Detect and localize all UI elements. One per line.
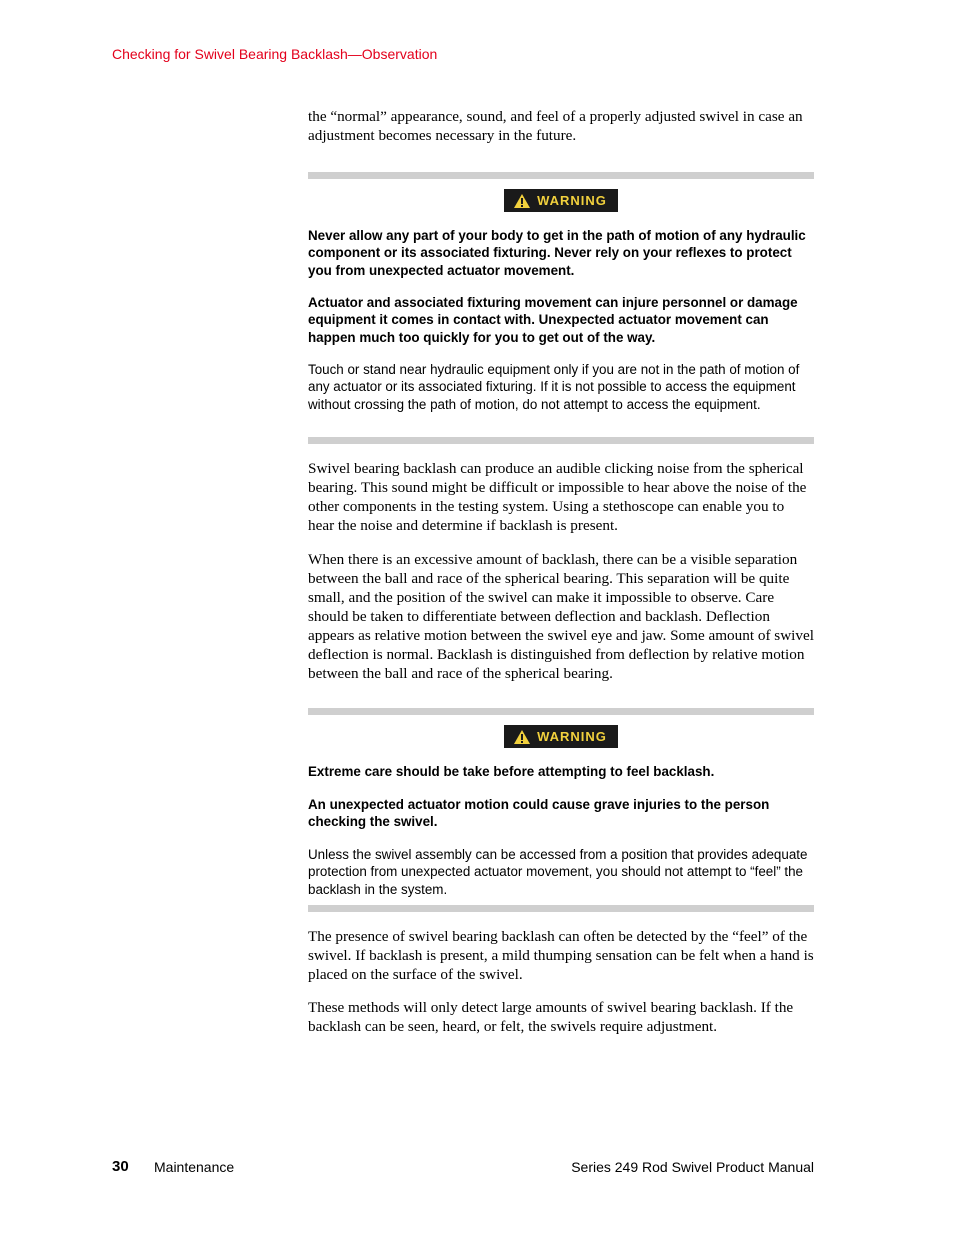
warning-label: WARNING xyxy=(537,729,607,744)
warning-text-bold: Never allow any part of your body to get in the path of motion of any hydraulic component or its associated fixturing. Never rely on your reflexes to protect you from unexpected actuator movement. xyxy=(308,228,806,278)
warning-text-bold: Actuator and associated fixturing movement can injure personnel or damage equipment it comes in contact with. Unexpected actuator movement can happen much too quickly for you to get out of the way. xyxy=(308,295,798,345)
warning-bottom-rule xyxy=(308,437,814,444)
warning-text: Touch or stand near hydraulic equipment only if you are not in the path of motion of any actuator or its associated fixturing. If it is not possible to access the equipment without crossing the path of motion, do not attempt to access the equipment. xyxy=(308,362,800,412)
warning-text-bold: An unexpected actuator motion could cause grave injuries to the person checking the swivel. xyxy=(308,797,770,830)
warning-badge-wrap xyxy=(308,189,814,212)
body-paragraph: The presence of swivel bearing backlash can often be detected by the “feel” of the swivel. If backlash is present, a mild thumping sensation can be felt when a hand is placed on the surface of the swivel. xyxy=(308,928,814,983)
intro-paragraph: the “normal” appearance, sound, and feel of a properly adjusted swivel in case an adjustment becomes necessary in the future. xyxy=(308,108,803,144)
warning-badge xyxy=(504,189,618,212)
warning-label: WARNING xyxy=(537,193,607,208)
warning-top-rule xyxy=(308,172,814,179)
warning-top-rule xyxy=(308,708,814,715)
footer-section: Maintenance xyxy=(154,1159,235,1175)
body-paragraph: When there is an excessive amount of backlash, there can be a visible separation between the ball and race of the spherical bearing. This separation will be quite small, and the position of the swivel can make it impossible to observe. Care should be taken to differentiate between deflection and backlash. Deflection appears as relative motion between the swivel eye and jaw. Some amount of swivel deflection is normal. Backlash is distinguished from deflection by relative motion between the ball and race of the spherical bearing. xyxy=(308,551,814,682)
body-paragraph: These methods will only detect large amounts of swivel bearing backlash. If the backlash can be seen, heard, or felt, the swivels require adjustment. xyxy=(308,999,794,1035)
footer-manual-title: Series 249 Rod Swivel Product Manual xyxy=(571,1159,814,1175)
running-header: Checking for Swivel Bearing Backlash—Observation xyxy=(112,46,438,62)
body-paragraph: Swivel bearing backlash can produce an audible clicking noise from the spherical bearing. This sound might be difficult or impossible to hear above the noise of the other components in the testing system. Using a stethoscope can enable you to hear the noise and determine if backlash is present. xyxy=(308,460,807,534)
page-number: 30 xyxy=(112,1158,129,1175)
warning-badge-wrap xyxy=(308,725,814,748)
warning-badge xyxy=(504,725,618,748)
warning-bottom-rule xyxy=(308,905,814,912)
warning-triangle-icon xyxy=(513,729,531,745)
warning-triangle-icon xyxy=(513,193,531,209)
warning-text-bold: Extreme care should be take before attempting to feel backlash. xyxy=(308,764,715,779)
warning-text: Unless the swivel assembly can be accessed from a position that provides adequate protection from unexpected actuator movement, you should not attempt to “feel” the backlash in the system. xyxy=(308,847,808,897)
